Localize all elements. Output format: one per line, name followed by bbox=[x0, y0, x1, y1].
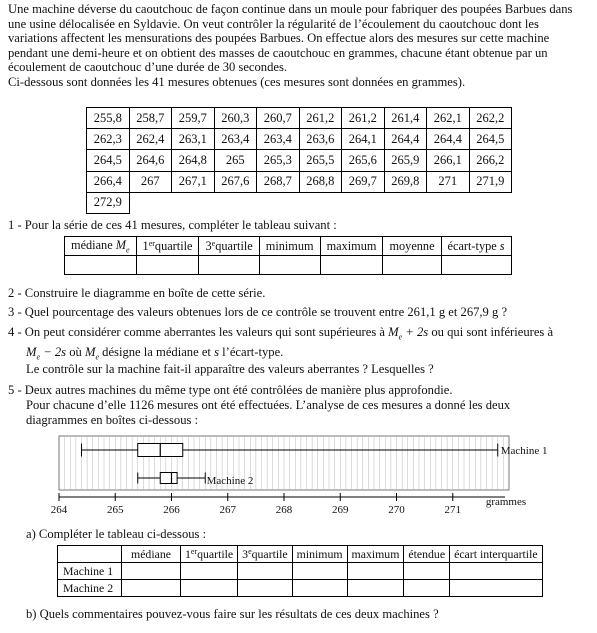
measures-table bbox=[86, 107, 512, 214]
intro-line: Ci-dessous sont données les 41 mesures obtenues (ces mesures sont données en grammes). bbox=[8, 74, 466, 89]
measure-cell: 265,5 bbox=[299, 150, 342, 171]
measure-cell: 268,8 bbox=[299, 171, 342, 192]
answer-cell[interactable] bbox=[404, 563, 450, 580]
stats-table-1 bbox=[64, 236, 512, 275]
stats-table-2 bbox=[57, 545, 543, 597]
measure-cell: 267,6 bbox=[214, 171, 257, 192]
intro-paragraph bbox=[8, 2, 593, 90]
answer-cell[interactable] bbox=[259, 256, 320, 275]
answer-cell[interactable] bbox=[122, 563, 181, 580]
question-3: 3 - Quel pourcentage des valeurs obtenues lors de ce contrôle se trouvent entre 261,1 g et 267,9 g ? bbox=[8, 305, 508, 319]
measures-row bbox=[87, 150, 512, 171]
tick-label: 269 bbox=[332, 504, 349, 516]
tick-label: 264 bbox=[50, 504, 68, 516]
question-4-line-3: Le contrôle sur la machine fait-il apparaître des valeurs aberrantes ? Lesquelles ? bbox=[26, 362, 434, 376]
question-5-line-1: 5 - Deux autres machines du même type ont été contrôlées de manière plus approfondie. bbox=[8, 383, 453, 397]
answer-cell[interactable] bbox=[181, 563, 238, 580]
answer-cell[interactable] bbox=[450, 563, 543, 580]
measure-cell: 264,6 bbox=[129, 150, 172, 171]
measure-cell: 266,4 bbox=[87, 171, 130, 192]
measure-cell: 260,7 bbox=[257, 108, 300, 129]
answer-cell[interactable] bbox=[292, 563, 347, 580]
header-first-quartile: 1erquartile bbox=[136, 237, 199, 256]
measure-cell: 269,8 bbox=[384, 171, 427, 192]
measure-cell: 269,7 bbox=[342, 171, 385, 192]
measure-cell: 265 bbox=[214, 150, 257, 171]
measure-cell: 272,9 bbox=[87, 192, 130, 213]
measure-cell: 267 bbox=[129, 171, 172, 192]
measure-cell: 263,4 bbox=[214, 129, 257, 150]
intro-line: variations affectent les mensurations des poupées Barbues. On effectue alors des mesures sur cette machine bbox=[8, 31, 550, 46]
question-2: 2 - Construire le diagramme en boîte de cette série. bbox=[8, 286, 266, 300]
tick-label: 271 bbox=[444, 504, 461, 516]
measure-cell: 264,4 bbox=[427, 129, 470, 150]
measure-cell: 266,1 bbox=[427, 150, 470, 171]
measure-cell: 265,9 bbox=[384, 150, 427, 171]
measure-cell bbox=[129, 192, 172, 213]
measure-cell: 268,7 bbox=[257, 171, 300, 192]
measure-cell: 265,6 bbox=[342, 150, 385, 171]
answer-cell[interactable] bbox=[181, 580, 238, 597]
measure-cell: 263,6 bbox=[299, 129, 342, 150]
tick-label: 267 bbox=[219, 504, 236, 516]
measure-cell bbox=[469, 192, 512, 213]
measure-cell: 264,1 bbox=[342, 129, 385, 150]
measure-cell bbox=[299, 192, 342, 213]
header-std-dev: écart-type s bbox=[441, 237, 511, 256]
measure-cell: 267,1 bbox=[172, 171, 215, 192]
row-label-machine-1: Machine 1 bbox=[58, 563, 122, 580]
box-series bbox=[82, 444, 548, 488]
header-maximum: maximum bbox=[320, 237, 383, 256]
measures-row bbox=[87, 108, 512, 129]
measure-cell: 260,3 bbox=[214, 108, 257, 129]
measure-cell bbox=[384, 192, 427, 213]
header-median: médiane bbox=[122, 546, 181, 563]
header-range: étendue bbox=[404, 546, 450, 563]
question-a: a) Compléter le tableau ci-dessous : bbox=[26, 527, 207, 541]
header-median: médiane $M_e$ bbox=[65, 237, 137, 256]
measure-cell bbox=[427, 192, 470, 213]
measure-cell: 263,1 bbox=[172, 129, 215, 150]
measure-cell bbox=[214, 192, 257, 213]
answer-cell[interactable] bbox=[347, 580, 404, 597]
chart-grid bbox=[59, 436, 509, 490]
measure-cell: 265,3 bbox=[257, 150, 300, 171]
measures-row bbox=[87, 129, 512, 150]
measure-cell bbox=[342, 192, 385, 213]
answer-cell[interactable] bbox=[65, 256, 137, 275]
measure-cell bbox=[257, 192, 300, 213]
answer-cell[interactable] bbox=[404, 580, 450, 597]
header-iqr: écart interquartile bbox=[450, 546, 543, 563]
measure-cell bbox=[172, 192, 215, 213]
tick-label: 265 bbox=[107, 504, 124, 516]
measure-cell: 261,2 bbox=[342, 108, 385, 129]
header-minimum: minimum bbox=[259, 237, 320, 256]
answer-cell[interactable] bbox=[292, 580, 347, 597]
answer-cell[interactable] bbox=[199, 256, 259, 275]
intro-line: une usine délocalisée en Syldavie. On veut contrôler la régularité de l’écoulement du caoutchouc dont les bbox=[8, 16, 539, 31]
measures-row bbox=[87, 192, 512, 213]
header-maximum: maximum bbox=[347, 546, 404, 563]
header-minimum: minimum bbox=[292, 546, 347, 563]
measure-cell: 266,2 bbox=[469, 150, 512, 171]
measures-row bbox=[87, 171, 512, 192]
measure-cell: 264,8 bbox=[172, 150, 215, 171]
measure-cell: 271 bbox=[427, 171, 470, 192]
header-third-quartile: 3equartile bbox=[238, 546, 293, 563]
intro-line: écoulement de caoutchouc d’une durée de 30 secondes. bbox=[8, 60, 288, 75]
measure-cell: 258,7 bbox=[129, 108, 172, 129]
tick-label: 270 bbox=[388, 504, 405, 516]
answer-cell[interactable] bbox=[441, 256, 511, 275]
question-5-line-2: Pour chacune d’elle 1126 mesures ont été effectuées. L’analyse de ces mesures a donné les deux bbox=[26, 398, 511, 412]
question-4-line-1: 4 - On peut considérer comme aberrantes les valeurs qui sont supérieures à $M_e + 2s$ ou qui sont inférieures à bbox=[8, 325, 554, 342]
answer-cell[interactable] bbox=[238, 580, 293, 597]
header-third-quartile: 3equartile bbox=[199, 237, 259, 256]
answer-cell[interactable] bbox=[347, 563, 404, 580]
measure-cell: 264,5 bbox=[469, 129, 512, 150]
box-body bbox=[160, 473, 177, 484]
header-empty bbox=[58, 546, 122, 563]
question-1: 1 - Pour la série de ces 41 mesures, compléter le tableau suivant : bbox=[8, 218, 337, 232]
answer-cell[interactable] bbox=[238, 563, 293, 580]
header-mean: moyenne bbox=[383, 237, 441, 256]
series-label: Machine 1 bbox=[500, 445, 548, 457]
question-4-line-2: $M_e - 2s$ où $M_e$ désigne la médiane et s l’écart-type. bbox=[26, 345, 284, 362]
intro-line: Une machine déverse du caoutchouc de façon continue dans un moule pour fabriquer des poupées Barbues dans bbox=[8, 2, 573, 16]
series-label: Machine 2 bbox=[206, 475, 254, 487]
boxplot-chart bbox=[0, 428, 597, 518]
answer-cell[interactable] bbox=[136, 256, 199, 275]
tick-label: 266 bbox=[163, 504, 180, 516]
measure-cell: 261,2 bbox=[299, 108, 342, 129]
answer-cell[interactable] bbox=[320, 256, 383, 275]
answer-cell[interactable] bbox=[383, 256, 441, 275]
row-label-machine-2: Machine 2 bbox=[58, 580, 122, 597]
measure-cell: 262,2 bbox=[469, 108, 512, 129]
measure-cell: 262,1 bbox=[427, 108, 470, 129]
answer-cell[interactable] bbox=[122, 580, 181, 597]
measure-cell: 264,4 bbox=[384, 129, 427, 150]
intro-line: pendant une demi-heure et on obtient des masses de caoutchouc en grammes, chacune étant obtenue par un bbox=[8, 45, 548, 60]
measure-cell: 261,4 bbox=[384, 108, 427, 129]
measure-cell: 263,4 bbox=[257, 129, 300, 150]
header-first-quartile: 1erquartile bbox=[181, 546, 238, 563]
question-5-line-3: diagrammes en boîtes ci-dessous : bbox=[26, 413, 199, 427]
measure-cell: 264,5 bbox=[87, 150, 130, 171]
measure-cell: 259,7 bbox=[172, 108, 215, 129]
measure-cell: 255,8 bbox=[87, 108, 130, 129]
measure-cell: 262,3 bbox=[87, 129, 130, 150]
question-b: b) Quels commentaires pouvez-vous faire sur les résultats de ces deux machines ? bbox=[26, 607, 439, 621]
measure-cell: 262,4 bbox=[129, 129, 172, 150]
axis-label: grammes bbox=[485, 496, 527, 508]
tick-label: 268 bbox=[275, 504, 293, 516]
answer-cell[interactable] bbox=[450, 580, 543, 597]
measure-cell: 271,9 bbox=[469, 171, 512, 192]
x-axis bbox=[51, 493, 526, 516]
